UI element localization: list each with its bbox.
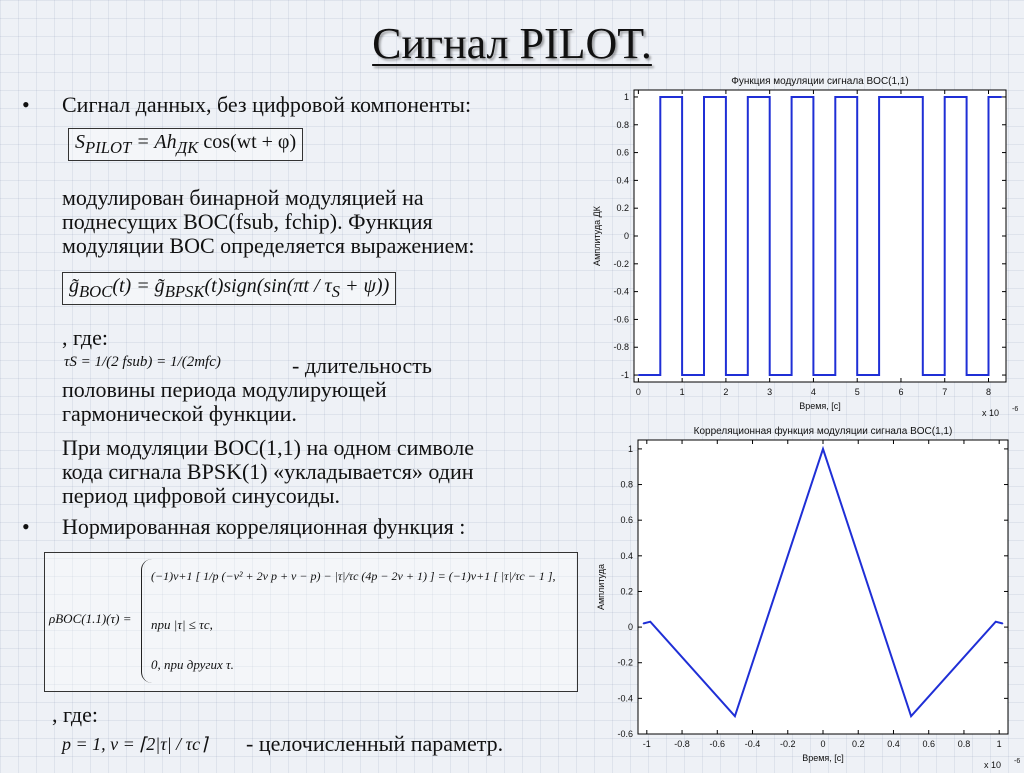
- corr-chart-ytick-label: 0.2: [620, 586, 633, 597]
- formula-rho-line-3: 0, при других τ.: [151, 657, 234, 672]
- corr-chart-ylabel: Амплитуда: [596, 563, 606, 611]
- boc-chart-data-point: [725, 96, 726, 97]
- chart-boc-correlation: [586, 424, 1024, 768]
- final-formula: p = 1, ν = ⌈2|τ| / τc⌉: [62, 734, 208, 754]
- para-2-line-3: период цифровой синусоиды.: [62, 483, 341, 508]
- slide-title: Сигнал PILOT.: [372, 19, 652, 68]
- tau-definition: τS = 1/(2 fsub) = 1/(2mfc): [64, 354, 221, 370]
- formula2-tau-sub: S: [331, 282, 340, 301]
- boc-chart-plot-area: [634, 90, 1006, 382]
- chart-boc-correlation-svg: [586, 424, 1024, 768]
- boc-chart-data-point: [835, 374, 836, 375]
- corr-chart-ytick-label: -0.6: [617, 729, 633, 739]
- boc-chart-x-multiplier: x 10: [982, 408, 1000, 418]
- boc-chart-data-point: [1001, 96, 1002, 97]
- corr-chart-xtick-label: 0.8: [957, 739, 971, 749]
- boc-chart-xtick-label: 5: [854, 387, 860, 397]
- corr-chart-xtick-label: -0.4: [744, 739, 761, 749]
- formula-s: S: [75, 131, 85, 153]
- chart-boc-modulation: [586, 68, 1019, 428]
- bullet-1-heading: Сигнал данных, без цифровой компоненты:: [62, 92, 472, 117]
- chart-boc-modulation-svg: [586, 68, 1019, 428]
- para-1-line-3: модуляции BOC определяется выражением:: [62, 233, 475, 258]
- corr-chart-data-point: [650, 621, 651, 622]
- final-text: - целочисленный параметр.: [246, 731, 504, 756]
- boc-chart-data-point: [791, 96, 792, 97]
- boc-chart-xtick-label: 1: [679, 387, 685, 397]
- formula-rho-line-2: при |τ| ≤ τc,: [151, 617, 213, 632]
- tau-desc-1: - длительность: [292, 353, 432, 378]
- boc-chart-data-point: [682, 96, 683, 97]
- boc-chart-xlabel: Время, [с]: [799, 401, 841, 411]
- bullet-1: •: [22, 92, 30, 117]
- boc-chart-ylabel: Амплитуда ДК: [592, 206, 602, 266]
- boc-chart-data-point: [638, 374, 639, 375]
- formula-cos: cos(wt + φ): [203, 131, 297, 153]
- boc-chart-xtick-label: 2: [723, 387, 729, 397]
- boc-chart-data-point: [857, 374, 858, 375]
- boc-chart-ytick-label: -1: [620, 370, 629, 381]
- boc-chart-data-point: [966, 374, 967, 375]
- corr-chart-x-multiplier-exp: -6: [1014, 758, 1021, 765]
- boc-chart-data-point: [682, 374, 683, 375]
- corr-chart-title: Корреляционная функция модуляции сигнала BOC(1,1): [693, 426, 953, 437]
- bullet-2: •: [22, 514, 30, 539]
- formula-rho-lhs: ρBOC(1.1)(τ) =: [49, 611, 132, 626]
- boc-chart-ytick-label: 0.6: [616, 147, 629, 158]
- boc-chart-data-point: [813, 96, 814, 97]
- tau-desc-rest: [62, 378, 387, 426]
- corr-chart-xtick-label: 0.2: [851, 739, 865, 749]
- boc-chart-data-point: [878, 96, 879, 97]
- formula2-mid: (t) = g̃: [112, 275, 165, 297]
- formula-s-pilot: [68, 128, 303, 161]
- boc-chart-data-point: [769, 96, 770, 97]
- corr-chart-x-multiplier: x 10: [984, 760, 1002, 770]
- formula-g-boc: [62, 272, 396, 305]
- corr-chart-ytick-label: -0.4: [617, 693, 633, 704]
- boc-chart-data-point: [747, 374, 748, 375]
- boc-chart-ytick-label: 1: [623, 91, 629, 102]
- boc-chart-data-point: [857, 96, 858, 97]
- boc-chart-data-point: [944, 96, 945, 97]
- boc-chart-ytick-label: -0.2: [613, 258, 629, 269]
- boc-chart-data-point: [922, 374, 923, 375]
- corr-chart-ytick-label: -0.2: [617, 657, 633, 668]
- boc-chart-ytick-label: 0.2: [616, 203, 629, 214]
- para-1-line-2: поднесущих BOC(fsub, fchip). Функция: [62, 209, 433, 234]
- corr-chart-ytick-label: 0.8: [620, 479, 633, 490]
- boc-chart-data-point: [988, 96, 989, 97]
- formula-eq: = Ah: [136, 131, 177, 153]
- boc-chart-data-point: [966, 96, 967, 97]
- corr-chart-xlabel: Время, [с]: [802, 753, 844, 763]
- corr-chart-ytick-label: 0.4: [620, 550, 633, 561]
- where-2: , где:: [52, 702, 98, 727]
- where-1: , где:: [62, 325, 108, 350]
- boc-chart-xtick-label: 3: [767, 387, 773, 397]
- boc-chart-data-point: [791, 374, 792, 375]
- boc-chart-xtick-label: 6: [898, 387, 904, 397]
- corr-chart-data-point: [822, 448, 823, 449]
- boc-chart-data-point: [747, 96, 748, 97]
- boc-chart-xtick-label: 0: [635, 387, 641, 397]
- formula2-g1: g̃: [69, 275, 79, 297]
- boc-chart-ytick-label: -0.6: [613, 314, 629, 325]
- tau-desc-3: гармонической функции.: [62, 401, 297, 426]
- para-1: [62, 186, 474, 258]
- formula2-g2-sub: BPSK: [164, 282, 205, 301]
- boc-chart-ytick-label: 0: [623, 231, 629, 241]
- corr-chart-data-point: [643, 623, 644, 624]
- boc-chart-ytick-label: 0.8: [616, 119, 629, 130]
- boc-chart-data-point: [660, 96, 661, 97]
- corr-chart-xtick-label: -0.2: [780, 739, 796, 749]
- boc-chart-ytick-label: 0.4: [616, 175, 629, 186]
- boc-chart-data-point: [922, 96, 923, 97]
- boc-chart-data-point: [725, 374, 726, 375]
- corr-chart-xtick-label: 0: [820, 739, 826, 749]
- para-1-line-1: модулирован бинарной модуляцией на: [62, 185, 424, 210]
- corr-chart-data-point: [995, 621, 996, 622]
- boc-chart-xtick-label: 8: [985, 387, 992, 397]
- para-2: [62, 436, 474, 508]
- boc-chart-x-multiplier-exp: -6: [1012, 406, 1019, 413]
- bullet-2-heading: Нормированная корреляционная функция :: [62, 514, 466, 539]
- corr-chart-data-point: [734, 716, 735, 717]
- corr-chart-data-point: [910, 716, 911, 717]
- boc-chart-data-point: [769, 374, 770, 375]
- boc-chart-ytick-label: -0.4: [613, 286, 629, 297]
- boc-chart-xtick-label: 7: [942, 387, 948, 397]
- tau-desc-2: половины периода модулирующей: [62, 377, 387, 402]
- formula2-rest: (t)sign(sin(πt / τ: [204, 275, 332, 297]
- boc-chart-data-point: [944, 374, 945, 375]
- corr-chart-xtick-label: 0.6: [922, 739, 935, 749]
- formula2-g1-sub: BOC: [79, 282, 113, 301]
- boc-chart-data-point: [988, 374, 989, 375]
- corr-chart-xtick-label: 0.4: [887, 739, 900, 749]
- boc-chart-data-point: [813, 374, 814, 375]
- corr-chart-xtick-label: -0.8: [674, 739, 690, 749]
- corr-chart-xtick-label: -1: [642, 739, 651, 749]
- para-2-line-2: кода сигнала BPSK(1) «укладывается» один: [62, 459, 474, 484]
- boc-chart-ytick-label: -0.8: [613, 342, 629, 353]
- corr-chart-xtick-label: -0.6: [709, 739, 726, 749]
- formula-h-sub: ДК: [176, 138, 199, 157]
- corr-chart-xtick-label: 1: [996, 739, 1002, 749]
- para-2-line-1: При модуляции BOC(1,1) на одном символе: [62, 435, 475, 460]
- boc-chart-title: Функция модуляции сигнала BOC(1,1): [731, 76, 909, 87]
- boc-chart-data-point: [835, 96, 836, 97]
- boc-chart-data-point: [703, 374, 704, 375]
- corr-chart-data-point: [1002, 623, 1003, 624]
- formula-rho-line-1: (−1)ν+1 [ 1/p (−ν² + 2ν p + ν − p) − |τ|/τc (4p − 2ν + 1) ] = (−1)ν+1 [ |τ|/τc − 1 ],: [151, 569, 556, 583]
- formula2-end: + ψ)): [339, 275, 390, 297]
- corr-chart-ytick-label: 0.6: [620, 515, 633, 526]
- formula-s-sub: PILOT: [85, 138, 132, 157]
- corr-chart-ytick-label: 1: [627, 443, 633, 454]
- formula-rho-box: [44, 552, 578, 692]
- boc-chart-data-point: [703, 96, 704, 97]
- corr-chart-ytick-label: 0: [627, 622, 633, 633]
- corr-chart-plot-area: [638, 440, 1008, 734]
- boc-chart-data-point: [660, 374, 661, 375]
- boc-chart-xtick-label: 4: [810, 387, 816, 397]
- boc-chart-data-point: [878, 374, 879, 375]
